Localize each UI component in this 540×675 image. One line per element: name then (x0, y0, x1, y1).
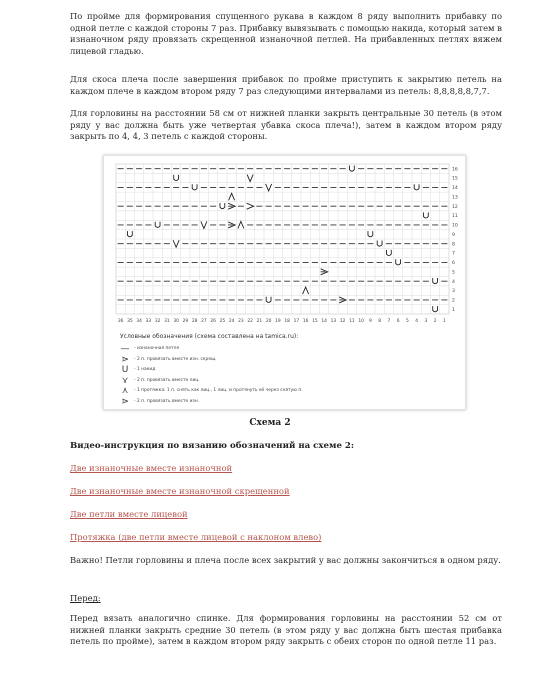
column-number-label: 23 (238, 319, 244, 324)
legend-item-label: - 2 п. провязать вместе изн. скрещ. (134, 356, 217, 362)
paragraph-neckline: Для горловины на расстоянии 58 см от нижней планки закрыть центральные 30 петель (в этом ряду у вас должна быть уже четвертая убавка скоса плеча!), затем в каждом втором ряду закрыть по 4, 4, 3 петель с каждой стороны. (70, 108, 502, 142)
legend-symbol-icon: ⋏ (121, 386, 129, 396)
row-number-label: 1 (452, 307, 455, 313)
column-number-label: 19 (275, 319, 281, 324)
legend-item (120, 355, 450, 365)
legend-item (120, 365, 450, 375)
column-number-label: 30 (173, 319, 179, 324)
column-number-label: 18 (284, 319, 290, 324)
column-number-label: 11 (349, 319, 355, 324)
column-number-label: 32 (154, 319, 161, 324)
legend-symbol-icon: ⋗ (121, 354, 129, 365)
column-number-label: 3 (424, 319, 428, 324)
column-number-label: 35 (127, 319, 133, 324)
row-number-label: 3 (452, 289, 455, 295)
legend-symbol-icon: ⋎ (121, 375, 129, 386)
column-number-label: 36 (117, 319, 124, 324)
column-number-label: 17 (293, 319, 300, 324)
legend-item-label: - 2 п. провязать вместе лиц. (134, 377, 200, 383)
video-link-purl-two-together-crossed[interactable]: Две изнаночные вместе изнаночной скрещенной (70, 486, 290, 496)
column-number-label: 1 (442, 319, 446, 324)
row-number-label: 13 (452, 195, 458, 201)
row-number-label: 9 (452, 232, 455, 238)
column-number-label: 13 (330, 319, 337, 324)
row-number-label: 7 (452, 251, 455, 257)
row-number-label: 16 (452, 167, 458, 173)
row-number-label: 2 (452, 298, 455, 304)
video-instructions-heading: Видео-инструкция по вязанию обозначений на схеме 2: (70, 441, 355, 451)
row-number-label: 8 (452, 242, 455, 248)
video-link-knit-two-together[interactable]: Две петли вместе лицевой (70, 509, 188, 519)
column-number-label: 27 (201, 319, 207, 324)
video-link-slip-stitch-decrease[interactable]: Протяжка (две петли вместе лицевой с наклоном влево) (70, 532, 322, 542)
legend-symbol-icon: U (121, 365, 129, 375)
row-number-label: 14 (452, 186, 458, 192)
legend-item-label: - 2 п. провязать вместе изн. (134, 398, 200, 404)
column-number-label: 31 (164, 319, 170, 324)
scheme-caption: Схема 2 (249, 418, 291, 428)
knitting-chart (104, 156, 465, 326)
column-number-label: 7 (387, 319, 391, 324)
column-number-label: 5 (405, 319, 409, 324)
row-number-label: 6 (452, 261, 455, 267)
knitting-chart-panel (103, 155, 466, 410)
column-number-label: 15 (312, 319, 318, 324)
column-number-label: 16 (302, 319, 309, 324)
column-number-label: 4 (415, 319, 419, 324)
column-number-label: 20 (265, 319, 272, 324)
column-number-label: 6 (396, 319, 400, 324)
column-number-label: 21 (256, 319, 263, 324)
legend-item (120, 376, 450, 386)
legend-title: Условные обозначения (схема составлена на tamica.ru): (120, 333, 299, 340)
legend-symbol-icon: — (120, 344, 130, 354)
row-number-label: 15 (452, 176, 458, 182)
column-number-label: 29 (182, 319, 189, 324)
paragraph-armhole: По пройме для формирования спущенного рукава в каждом 8 ряду выполнить прибавку по одной петле с каждой стороны 7 раз. Прибавку вывязывать с помощью накида, который затем в изнаночном ряду провязать скрещенной изнаночной петлей. На прибавленных петлях вяжем лицевой гладью. (70, 11, 502, 56)
column-number-label: 2 (433, 319, 437, 324)
front-section-heading: Перед: (70, 593, 101, 603)
row-number-label: 12 (452, 204, 458, 210)
video-link-purl-two-together[interactable]: Две изнаночные вместе изнаночной (70, 463, 233, 473)
column-number-label: 26 (210, 319, 216, 324)
paragraph-front: Перед вязать аналогично спинке. Для формирования горловины на расстоянии 52 см от нижней планки закрыть средние 30 петель (в этом ряду у вас должна быть шестая прибавка петель по пройме), затем в каждом втором ряду закрыть с обеих сторон по одной петле 11 раз. (70, 613, 502, 647)
column-number-label: 24 (228, 319, 235, 324)
legend-item (120, 386, 450, 396)
column-number-label: 9 (368, 319, 372, 324)
legend-item-label: - 1 накид (134, 367, 156, 372)
column-number-label: 22 (247, 319, 253, 324)
column-number-label: 8 (378, 319, 382, 324)
column-number-label: 25 (219, 319, 226, 324)
row-number-label: 5 (452, 270, 455, 276)
row-number-label: 4 (452, 279, 455, 285)
column-number-label: 33 (145, 319, 152, 324)
legend-item (120, 344, 450, 354)
legend-item-label: - 1 протяжка: 1 п. снять как лиц., 1 лиц. и протянуть её через снятую п. (134, 388, 303, 393)
column-number-label: 12 (339, 319, 346, 324)
paragraph-shoulder: Для скоса плеча после завершения прибавок по пройме приступить к закрытию петель на каждом плече в каждом втором ряду 7 раз следующими интервалами из петель: 8,8,8,8,8,7,7. (70, 74, 502, 96)
legend-item-label: - изнаночная петля (134, 346, 180, 351)
column-number-label: 34 (136, 319, 142, 324)
column-number-label: 28 (191, 319, 198, 324)
row-number-label: 10 (452, 223, 458, 229)
legend-item (120, 397, 450, 407)
column-number-label: 10 (358, 319, 364, 324)
legend-symbol-icon: ⋗ (121, 396, 129, 407)
paragraph-important: Важно! Петли горловины и плеча после всех закрытий у вас должны закончиться в одном ряду. (70, 555, 501, 565)
column-number-label: 14 (321, 319, 327, 324)
row-number-label: 11 (452, 214, 458, 220)
